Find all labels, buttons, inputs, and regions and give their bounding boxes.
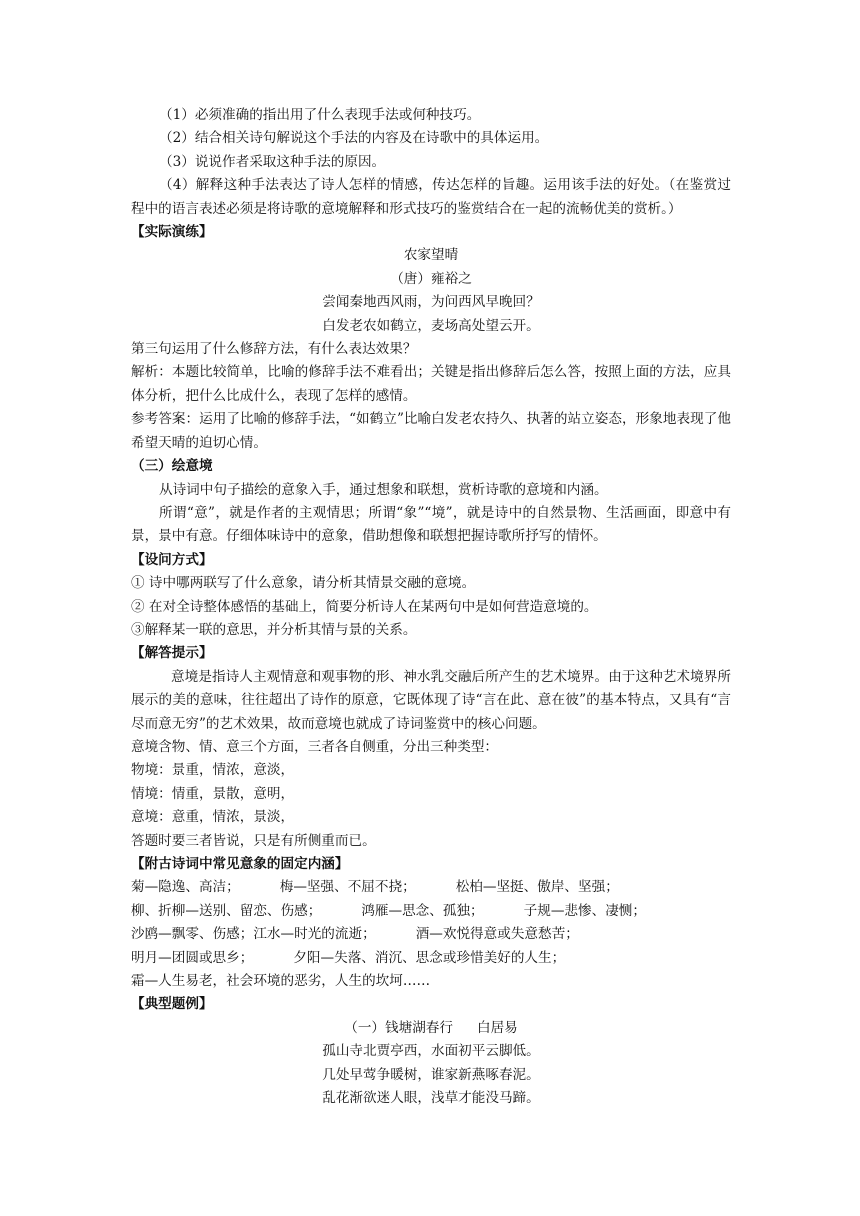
ask-item-1: ① 诗中哪两联写了什么意象，请分析其情景交融的意境。 [131, 575, 476, 592]
poem1-line-1: 尝闻秦地西风雨，为问西风早晚回？ [322, 294, 540, 311]
imagery-row [131, 923, 731, 946]
method-step-2: （2）结合相关诗句解说这个手法的内容及在诗歌中的具体运用。 [159, 130, 549, 147]
analysis-text: 解析：本题比较简单，比喻的修辞手法不难看出；关键是指出修辞后怎么答，按照上面的方法，应具体分析，把什么比成什么，表现了怎样的感情。 [131, 364, 731, 404]
question-text: 第三句运用了什么修辞方法，有什么表达效果？ [131, 341, 417, 358]
practice-heading: 【实际演练】 [131, 224, 213, 241]
poem2-line-2: 几处早莺争暖树，谁家新燕啄春泥。 [322, 1066, 540, 1083]
section3-heading: （三）绘意境 [131, 458, 213, 475]
imagery-row [131, 900, 731, 923]
method-step-4: （4）解释这种手法表达了诗人怎样的情感，传达怎样的旨趣。运用该手法的好处。（在鉴赏过程中的语言表述必须是将诗歌的意境解释和形式技巧的鉴赏结合在一起的流畅优美的赏析。） [131, 177, 731, 217]
tips-type-1: 物境：景重，情浓，意淡， [131, 762, 295, 779]
tips-heading: 【解答提示】 [131, 645, 213, 662]
imagery-entry: 梅—坚强、不屈不挠； [279, 879, 416, 896]
poem2-line-3: 乱花渐欲迷人眼，浅草才能没马蹄。 [322, 1090, 540, 1107]
method-step-1: （1）必须准确的指出用了什么表现手法或何种技巧。 [159, 107, 481, 123]
imagery-row [131, 947, 731, 970]
imagery-entry: 沙鸥—飘零、伤感；江水—时光的流逝； [131, 926, 376, 943]
poem2-heading [131, 1017, 731, 1040]
imagery-entry: 鸿雁—思念、孤独； [361, 902, 484, 919]
poem2-line-1: 孤山寺北贾亭西，水面初平云脚低。 [322, 1043, 540, 1060]
tips-type-3: 意境：意重，情浓，景淡， [131, 809, 295, 826]
imagery-entry: 酒—欢悦得意或失意愁苦； [415, 926, 579, 943]
poem1-title: 农家望晴 [403, 247, 459, 264]
imagery-row [131, 876, 731, 899]
imagery-entry: 夕阳—失落、消沉、思念或珍惜美好的人生； [293, 949, 566, 966]
poem1-line-2: 白发老农如鹤立，麦场高处望云开。 [322, 317, 540, 334]
imagery-entry: 松柏—坚挺、傲岸、坚强； [455, 879, 619, 896]
tips-closing: 答题时要三者皆说，只是有所侧重而已。 [131, 832, 376, 849]
imagery-entry: 霜—人生易老，社会环境的恶劣，人生的坎坷…… [131, 973, 431, 990]
poem2-title: （一）钱塘湖春行 [344, 1019, 453, 1036]
tips-paragraph: 意境是指诗人主观情意和观事物的形、神水乳交融后所产生的艺术境界。由于这种艺术境界所展示的美的意味，往往超出了诗作的原意，它既体现了诗“言在此、意在彼”的基本特点，又具有“言尽而意无穷”的艺术效果，故而意境也就成了诗词鉴赏中的核心问题。 [131, 668, 731, 732]
section3-definition: 所谓“意”，就是作者的主观情思；所谓“象”“境”，就是诗中的自然景物、生活画面，即意中有景，景中有意。仔细体味诗中的意象，借助想像和联想把握诗歌所抒写的情怀。 [131, 504, 731, 545]
tips-types-intro: 意境含物、情、意三个方面，三者各自侧重，分出三种类型： [131, 738, 499, 755]
imagery-row [131, 970, 731, 993]
imagery-entry: 菊—隐逸、高洁； [131, 879, 240, 896]
imagery-entry: 明月—团圆或思乡； [131, 949, 254, 966]
method-step-3: （3）说说作者采取这种手法的原因。 [159, 153, 386, 170]
section3-intro: 从诗词中句子描绘的意象入手，通过想象和联想，赏析诗歌的意境和内涵。 [159, 481, 608, 498]
example-heading: 【典型题例】 [131, 996, 213, 1013]
imagery-entry: 柳、折柳—送别、留恋、伤感； [131, 902, 322, 919]
answer-text: 参考答案：运用了比喻的修辞手法，“如鹤立”比喻白发老农持久、执著的站立姿态，形象地表现了他希望天晴的迫切心情。 [131, 411, 731, 451]
poem2-author: 白居易 [476, 1019, 518, 1036]
document-body [131, 104, 731, 1110]
imagery-heading: 【附古诗词中常见意象的固定内涵】 [131, 856, 349, 872]
ask-heading: 【设问方式】 [131, 551, 213, 568]
imagery-entry: 子规—悲惨、凄恻； [523, 902, 646, 919]
tips-type-2: 情境：情重，景散，意明， [131, 785, 295, 802]
ask-item-2: ② 在对全诗整体感悟的基础上，简要分析诗人在某两句中是如何营造意境的。 [131, 598, 598, 615]
ask-item-3: ③解释某一联的意思，并分析其情与景的关系。 [131, 621, 417, 638]
poem1-author: （唐）雍裕之 [390, 270, 472, 287]
